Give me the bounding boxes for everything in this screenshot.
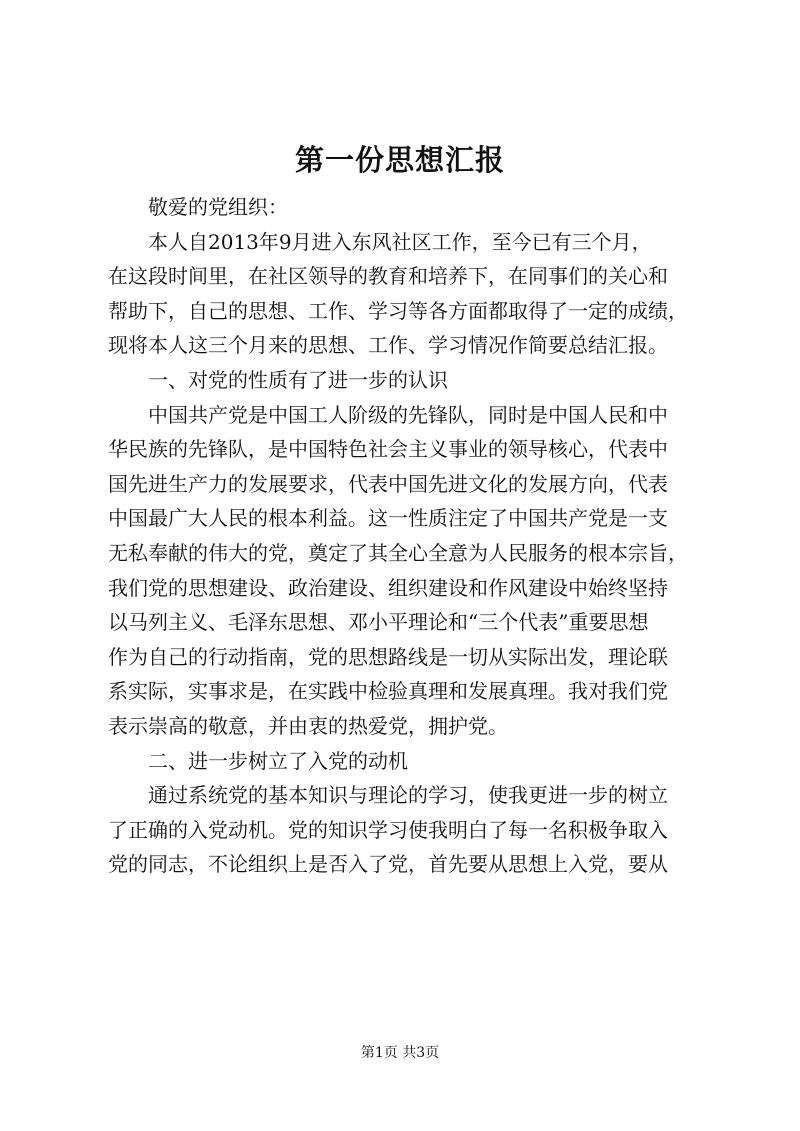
paragraph-line: 本人自2013年9月进入东风社区工作，至今已有三个月， xyxy=(148,229,652,254)
paragraph-line: 中国共产党是中国工人阶级的先锋队，同时是中国人民和中 xyxy=(148,402,668,427)
page-footer: 第1页 共3页 xyxy=(360,1045,440,1061)
salutation-line: 敬爱的党组织： xyxy=(148,195,288,219)
paragraph-line: 现将本人这三个月来的思想、工作、学习情况作简要总结汇报。 xyxy=(108,333,668,358)
paragraph-line: 华民族的先锋队，是中国特色社会主义事业的领导核心，代表中 xyxy=(108,437,668,462)
paragraph-line: 以马列主义、毛泽东思想、邓小平理论和“三个代表”重要思想 xyxy=(108,610,649,635)
paragraph-line: 通过系统党的基本知识与理论的学习，使我更进一步的树立 xyxy=(148,783,668,808)
paragraph-line: 我们党的思想建设、政治建设、组织建设和作风建设中始终坚持 xyxy=(108,575,668,600)
document-title: 第一份思想汇报 xyxy=(294,143,505,177)
section-heading-2: 二、进一步树立了入党的动机 xyxy=(148,748,408,773)
document-body xyxy=(108,190,708,882)
paragraph-line: 了正确的入党动机。党的知识学习使我明白了每一名积极争取入 xyxy=(108,817,668,842)
paragraph-line: 国先进生产力的发展要求，代表中国先进文化的发展方向，代表 xyxy=(108,471,668,496)
paragraph-line: 在这段时间里，在社区领导的教育和培养下，在同事们的关心和 xyxy=(108,264,668,289)
paragraph-line: 中国最广大人民的根本利益。这一性质注定了中国共产党是一支 xyxy=(108,506,668,531)
paragraph-line: 表示崇高的敬意，并由衷的热爱党，拥护党。 xyxy=(108,713,508,738)
paragraph-line: 党的同志，不论组织上是否入了党，首先要从思想上入党，要从 xyxy=(108,852,668,877)
paragraph-line: 无私奉献的伟大的党，奠定了其全心全意为人民服务的根本宗旨， xyxy=(108,540,688,565)
paragraph-line: 系实际，实事求是，在实践中检验真理和发展真理。我对我们党 xyxy=(108,679,668,704)
paragraph-line: 作为自己的行动指南，党的思想路线是一切从实际出发，理论联 xyxy=(108,644,668,669)
section-heading-1: 一、对党的性质有了进一步的认识 xyxy=(148,367,448,392)
paragraph-line: 帮助下，自己的思想、工作、学习等各方面都取得了一定的成绩， xyxy=(108,298,688,323)
